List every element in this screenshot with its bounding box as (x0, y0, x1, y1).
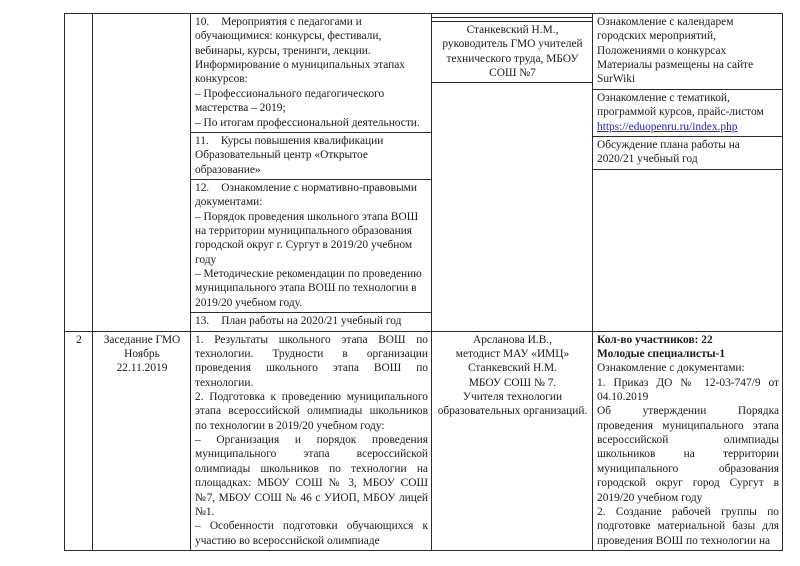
row1-event-cell (93, 14, 191, 332)
agenda-block-11 (191, 132, 431, 179)
row2-responsible-line-6: образовательных организаций. (437, 405, 588, 418)
result-block-10 (593, 14, 782, 89)
result-block-10-line-4: Материалы размещены на сайте (597, 59, 754, 72)
result-item-2: 2. Создание рабочей группы по подготовке материальной базы для проведения ВОШ по технологии на (597, 505, 779, 547)
responsible-block-12 (432, 22, 592, 83)
result-block-11 (593, 89, 782, 136)
agenda-subrow-12 (191, 179, 431, 312)
result-block-11-line-1: Ознакомление с тематикой, (597, 91, 730, 104)
result-block-12 (593, 136, 782, 169)
agenda-block-10-bullet-2: – По итогам профессиональной деятельности. (195, 116, 420, 129)
agenda-block-12-num: 12. (195, 181, 210, 194)
row2-agenda-item-2: 2. Подготовка к проведению муниципального этапа всероссийской олимпиады школьников по технологии в 2019/20 учебном году: (195, 390, 428, 432)
result-subrow-11 (593, 89, 782, 136)
row2-agenda-item-3: – Организация и порядок проведения муниципального этапа всероссийской олимпиады школьников по технологии на площадках: МБОУ СОШ № 3, МБОУ СОШ №7, МБОУ СОШ № 46 с УИОП, МБОУ лицей №1. (195, 434, 428, 518)
row2-event-date: 22.11.2019 (116, 362, 168, 375)
result-item-1-body: Об утверждении Порядка проведения муниципального этапа всероссийской олимпиады школьников на территории муниципального образования городской округ город Сургут в 2019/20 учебном году (597, 405, 779, 504)
responsible-subrow-13 (432, 83, 592, 87)
agenda-subrow-13 (191, 313, 431, 331)
result-block-13 (593, 169, 782, 173)
row2-responsible-line-5: Учителя технологии (462, 390, 563, 403)
row1-number-cell (65, 14, 93, 332)
row2-event-cell (93, 331, 191, 550)
responsible-line-3: технического труда, МБОУ (446, 52, 579, 65)
result-item-1: 1. Приказ ДО № 12-03-747/9 от 04.10.2019 (597, 376, 779, 403)
row2-responsible-line-1: Арсланова И.В., (472, 333, 552, 346)
agenda-block-11-num: 11. (195, 134, 209, 147)
result-subtable (593, 14, 782, 173)
agenda-block-12 (191, 179, 431, 312)
result-block-10-line-5: SurWiki (597, 73, 636, 86)
row2-event-title: Заседание ГМО (103, 333, 181, 346)
row1-result-cell (593, 14, 783, 332)
agenda-block-13-text: 13. План работы на 2020/21 учебный год (195, 315, 402, 328)
row2-responsible-cell (432, 331, 593, 550)
result-block-12-line-2: 2020/21 учебный год (597, 153, 698, 166)
result-block-10-line-1: Ознакомление с календарем (597, 16, 734, 28)
agenda-subrow-11 (191, 132, 431, 179)
row2-agenda-item-1: 1. Результаты школьного этапа ВОШ по технологии. Трудности в организации проведения школьного этапа ВОШ по технологии. (195, 333, 428, 389)
agenda-block-11-text: 11. Курсы повышения квалификации Образовательный центр «Открытое образование» (195, 134, 384, 176)
row1-agenda-cell (191, 14, 432, 332)
agenda-subtable (191, 14, 431, 331)
row1-responsible-cell (432, 14, 593, 332)
agenda-subrow-10 (191, 14, 431, 132)
result-block-10-line-2: городских мероприятий, (597, 30, 716, 43)
agenda-block-10-text: 10. Мероприятия с педагогами и обучающимися: конкурсы, фестивали, вебинары, курсы, тренинги, лекции. Информирование о муниципальных этапах конкурсов: (195, 16, 406, 86)
agenda-block-10 (191, 14, 431, 132)
row2-agenda-item-4: – Особенности подготовки обучающихся к участию во всероссийской олимпиаде (195, 520, 428, 547)
result-subrow-10 (593, 14, 782, 89)
result-block-12-line-1: Обсуждение плана работы на (597, 138, 740, 151)
agenda-block-12-bullet-2: – Методические рекомендации по проведению муниципального этапа ВОШ по технологии в 2019/20 учебном году. (195, 268, 422, 309)
responsible-block-13 (432, 83, 592, 87)
row2-agenda-cell (191, 331, 432, 550)
plan-table (64, 13, 783, 551)
agenda-block-13-num: 13. (195, 315, 210, 328)
result-intro: Ознакомление с документами: (597, 362, 745, 375)
agenda-block-10-bullet-1: – Профессионального педагогического мастерства – 2019; (195, 87, 385, 115)
agenda-block-12-text: 12. Ознакомление с нормативно-правовыми документами: (195, 181, 417, 209)
agenda-block-13 (191, 313, 431, 331)
result-subrow-12 (593, 136, 782, 169)
result-block-10-line-3: Положениями о конкурсах (597, 44, 727, 57)
responsible-line-1: Станкевский Н.М., (466, 24, 559, 36)
row2-responsible-line-2: методист МАУ «ИМЦ» (455, 347, 570, 360)
eduopen-link[interactable]: https://eduopenru.ru/index.php (597, 120, 738, 133)
responsible-subrow-12 (432, 22, 592, 83)
row2-number-cell (65, 331, 93, 550)
row2-result-cell (593, 331, 783, 550)
responsible-subtable (432, 14, 592, 86)
responsible-line-4: СОШ №7 (489, 67, 536, 80)
table-row (65, 14, 783, 332)
result-subrow-13 (593, 169, 782, 173)
row2-responsible-line-4: МБОУ СОШ № 7. (468, 376, 557, 389)
responsible-line-2: руководитель ГМО учителей (442, 38, 583, 51)
result-block-11-link-wrap (597, 120, 779, 134)
agenda-block-12-bullet-1: – Порядок проведения школьного этапа ВОШ на территории муниципального образования городской округ г. Сургут в 2019/20 учебном году (195, 210, 419, 266)
agenda-block-10-num: 10. (195, 16, 210, 28)
row2-event-month: Ноябрь (124, 347, 160, 360)
participants-count: Кол-во участников: 22 (597, 333, 713, 346)
row2-responsible-line-3: Станкевский Н.М. (467, 362, 557, 375)
row-number: 2 (76, 333, 82, 346)
result-block-11-line-2: программой курсов, прайс-листом (597, 106, 764, 119)
table-row (65, 331, 783, 550)
young-specialists-count: Молодые специалисты-1 (597, 347, 726, 360)
